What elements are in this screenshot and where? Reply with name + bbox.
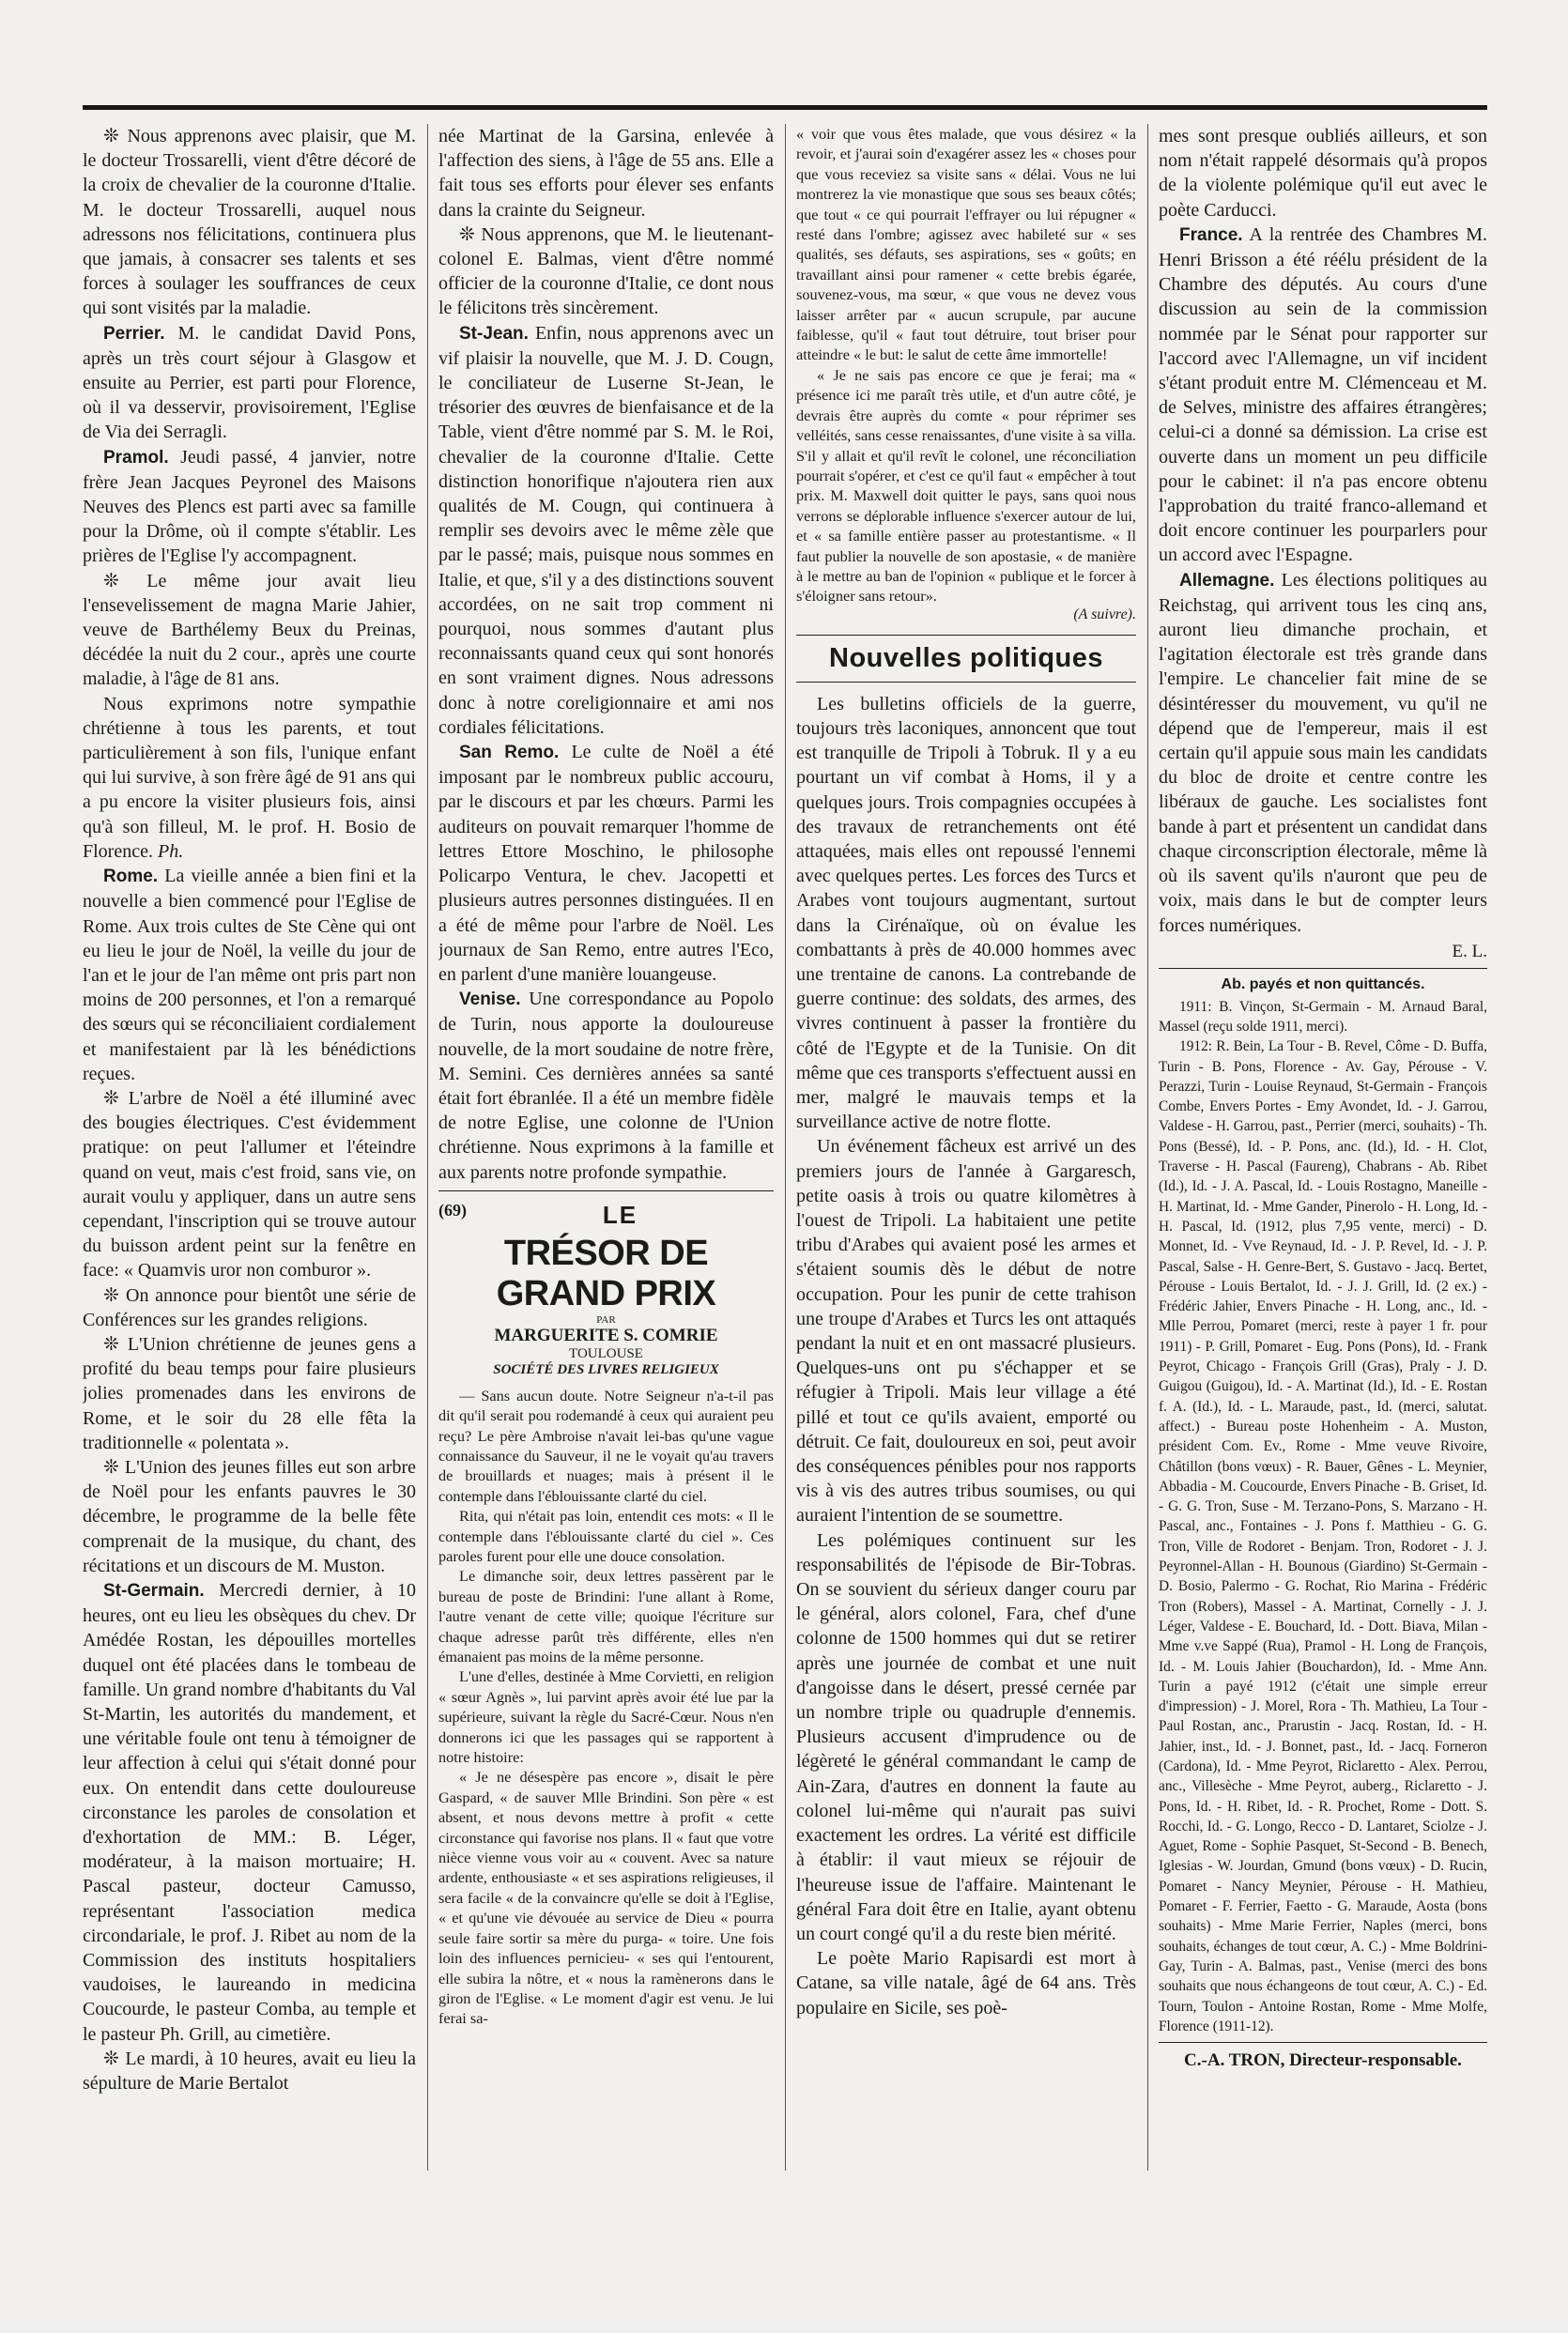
feuilleton-header — [438, 1201, 774, 1378]
news-paragraph: ❊ Le même jour avait lieu l'ensevelissement de magna Marie Jahier, veuve de Barthélemy Beux du Preinas, décédée la nuit du 2 cour., après une courte maladie, à l'âge de 81 ans. — [83, 570, 416, 690]
top-rule — [83, 105, 1487, 110]
feuilleton-city: TOULOUSE — [569, 1345, 643, 1361]
news-paragraph: ❊ L'Union chrétienne de jeunes gens a profité du beau temps pour faire plusieurs jolies promenades dans les environs de Rome, et le soir du 28 elle fêta la traditionnelle « polentata ». — [83, 1333, 416, 1453]
news-allemagne: Allemagne. Les élections politiques au Reichstag, qui arrivent tous les cinq ans, auront lieu dimanche prochain, et l'agitation électorale est très grande dans l'empire. Le chancelier fait mine de se désintéresser du mouvement, vu qu'il ne dépend que de l'empereur, mais il est certain qu'il appuie sous main les candidats du bloc de droite et centre contre les libéraux de gauche. Les socialistes font bande à part et présentent un candidat dans chaque circonscription électorale, même là où ils savent qu'ils n'auront que peu de voix, mais dans le but de compter leurs forces numériques. — [1159, 569, 1487, 936]
to-be-continued: (A suivre). — [1073, 606, 1136, 622]
feuilleton-paragraph: « Je ne sais pas encore ce que je ferai; ma « présence ici me paraît très utile, et d'un autre côté, je devrais être auprès du comte « pour réprimer ses velléités, sans cesse renaissantes, d'une visite à sa villa. S'il y allait et qu'il revît le colonel, une réconciliation pourrait s'opérer, et c'est ce qu'il faut « empêcher à tout prix. M. Maxwell doit quitter le pays, sans quoi nous verrons se déplorable influence s'exercer autour de lui, et « sa famille entière passer au protestantisme. « Il faut publier la nouvelle de son apostasie, « de manière à le mettre au ban de l'opinion « publique et le forcer à s'éloigner sans retour». — [796, 365, 1136, 606]
feuilleton-paragraph: Rita, qui n'était pas loin, entendit ces mots: « Il le contemple dans l'éblouissante clarté du ciel ». Ces paroles furent pour elle une douce consolation. — [438, 1507, 774, 1565]
news-paragraph: née Martinat de la Garsina, enlevée à l'affection des siens, à l'âge de 55 ans. Elle a fait tous ses efforts pour élever ses enfants dans la crainte du Seigneur. — [438, 126, 774, 221]
news-france: France. A la rentrée des Chambres M. Henri Brisson a été réélu président de la Chambre des députés. Au cours d'une discussion au sein de la commission nommée par le Sénat pour rapporter sur l'accord avec l'Allemagne, un vif incident s'étant produit entre M. Clémenceau et M. de Selves, ministre des affaires étrangères; celui-ci a donné sa démission. La crise est ouverte dans un moment un peu difficile pour le cabinet: il n'a pas encore obtenu l'approbation du traité franco-allemand et doit encore continuer les pourparlers pour un accord avec l'Espagne. — [1159, 223, 1487, 566]
section-heading: Nouvelles politiques — [829, 642, 1103, 673]
news-paragraph: ❊ On annonce pour bientôt une série de Conférences sur les grandes religions. — [83, 1284, 416, 1330]
director-responsible: C.-A. TRON, Directeur-responsable. — [1184, 2050, 1462, 2071]
news-paragraph: ❊ Nous apprenons avec plaisir, que M. le docteur Trossarelli, vient d'être décoré de la croix de chevalier de la couronne d'Italie. M. le docteur Trossarelli, auquel nous adressons nos félicitations, continuera plus que jamais, à consacrer ses talents et ses forces à soulager les souffrances de ceux qui sont visités par la maladie. — [83, 126, 416, 319]
subscriptions-heading: Ab. payés et non quittancés. — [1221, 975, 1425, 992]
column-divider — [1147, 124, 1148, 2171]
news-paragraph: ❊ Nous apprenons, que M. le lieutenant-colonel E. Balmas, vient d'être nommé officier de la couronne d'Italie, ce dont nous le félicitons très sincèrement. — [438, 223, 774, 319]
section-divider — [438, 1190, 774, 1191]
news-paragraph: ❊ Le mardi, à 10 heures, avait eu lieu la sépulture de Marie Bertalot — [83, 2048, 416, 2095]
subscriptions-list: 1912: R. Bein, La Tour - B. Revel, Côme - D. Buffa, Turin - B. Pons, Florence - Av. Gay, Pérouse - V. Perazzi, Turin - Louise Reynaud, St-Germain - François Combe, Envers Portes - Emy Avondet, Id. - J. Garrou, Valdese - H. Garrou, past., Perrier (merci, souhaits) - Th. Pons (Bessé), Id. - P. Pons, anc. (Id.), Id. - H. Clot, Traverse - H. Pascal (Faureng), Chabrans - Ab. Ribet (Id.), Id. - J. A. Pascal, Id. - Louis Rostagno, Maneille - H. Martinat, Id. - Mme Gander, Pinerolo - H. Long, Id. - H. Pascal, Id. (1912, plus 7,95 vente, merci) - D. Monnet, Id. - Vve Reynaud, Id. - J. P. Revel, Id. - J. P. Pascal, Salse - H. Genre-Bert, S. Gustavo - Jacq. Bertet, Pérouse - Louis Bertalot, Id. - J. J. Grill, Id. (2 ex.) - Frédéric Jahier, Envers Pinache - H. Long, anc., Id. - Mlle Perrou, Pomaret (merci, reste à payer 1 fr. pour 1911) - P. Grill, Pomaret - Eug. Pons (Pons), Id. - Frank Peyrot, Chicago - François Grill (Gras), Praly - J. D. Guigou (Guigou), Id. - A. Martinat (Id.), Id. - E. Rostan f. A. (Id.), Id. - L. Maraude, past., Id. (merci, salutat. affect.) - Bureau poste Hohenheim - A. Muston, président Com. Ev., Rome - Mme veuve Rivoire, Châtillon (bons vœux) - R. Bauer, Gênes - L. Meynier, Abbadia - M. Coucourde, Envers Pinache - B. Griset, Id. - G. G. Tron, Suse - M. Terzano-Pons, S. Marzano - H. Pascal, anc., Fontaines - J. Pons f. Matthieu - G. G. Tron, Ville de Rodoret - Benjam. Tron, Rodoret - J. J. Peyronnel-Allan - H. Bounous (Giardino) St-Germain - D. Bosio, Palermo - G. Rochat, Rio Marina - Frédéric Tron (Robers), Massel - A. Martinat, Cornelly - J. J. Léger, Valdese - E. Bouchard, Id. - Dott. Biava, Milan - Mme v.ve Sappé (Rua), Pramol - H. Long de François, Id. - M. Louis Jahier (Bouchardon), Id. - Mme Ann. Turin a payé 1912 (c'était une simple erreur d'impression) - J. Morel, Rora - Th. Mathieu, La Tour - Paul Rostan, anc., Prarustin - Jacq. Rostan, Id. - H. Jahier, inst., Id. - J. Bonnet, past., Id. - Jacq. Forneron (Cardona), Id. - Mme Peyrot, Riclaretto - Alex. Perrou, anc., Villesèche - Mme Peyrot, auberg., Riclaretto - J. Pons, Id. - H. Ribet, Id. - R. Prochet, Rome - Dott. S. Rocchi, Id. - G. Longo, Recco - D. Lantaret, Sciolze - J. Aguet, Rome - Sophie Pasquet, St-Second - B. Benech, Iglesias - W. Jourdan, Gmund (bons vœux) - D. Rucin, Pomaret - Nancy Meynier, Pérouse - H. Mathieu, Pomaret - F. Ferrier, Faetto - G. Maraude, Aosta (bons souhaits) - Mme Marie Ferrier, Naples (merci, bons souhaits, échanges de tout cœur, A. C.) - Mme Boldrini-Gay, Turin - A. Balmas, past., Venise (merci des bons souhaits que nous échangeons de tout cœur, A. C.) - Ed. Tourn, Toulon - Antoine Rostan, Rome - Mme Molfe, Florence (1911-12). — [1159, 1038, 1487, 2034]
column-2 — [438, 124, 774, 2029]
news-st-jean: St-Jean. Enfin, nous apprenons avec un vif plaisir la nouvelle, que M. J. D. Cougn, le conciliateur de Luserne St-Jean, le trésorier des œuvres de bienfaisance et de la Table, vient d'être nommé par S. M. le Roi, chevalier de la couronne d'Italie. Cette distinction honorifique n'ajoutera rien aux qualités de M. Cougn, qui continuera à remplir ses devoirs avec le même zèle que par le passé; mais, puisque nous sommes en Italie, et que, s'il y a des distinctions souvent accordées, on ne sait trop comment ni pourquoi, nous sommes d'autant plus reconnaissants quand ceux qui sont honorés en sont vraiment dignes. Nous adressons donc à notre coreligionnaire et ami nos cordiales félicitations. — [438, 322, 774, 738]
column-divider — [427, 124, 428, 2171]
section-divider — [1159, 968, 1487, 969]
feuilleton-par: PAR — [596, 1313, 616, 1326]
news-venise: Venise. Une correspondance au Popolo de Turin, nous apporte la douloureuse nouvelle, de la mort soudaine de notre frère, M. Semini. Ces dernières années sa santé était fort ébranlée. Il a été un membre fidèle de notre Eglise, une colonne de l'Union chrétienne. Nous exprimons à la famille et aux parents notre profonde sympathie. — [438, 989, 774, 1183]
news-perrier: Perrier. M. le candidat David Pons, après un très court séjour à Glasgow et ensuite au Perrier, est parti pour Florence, où il va desservir, provisoirement, l'Eglise de Via dei Serragli. — [83, 322, 416, 443]
newspaper-page — [83, 105, 1487, 2199]
news-paragraph: ❊ L'Union des jeunes filles eut son arbre de Noël pour les enfants pauvres le 30 décembre, le programme de la belle fête comprenait de la musique, du chant, des récitations et un discours de M. Muston. — [83, 1456, 416, 1576]
feuilleton-number: (69) — [438, 1200, 467, 1220]
feuilleton-paragraph: — Sans aucun doute. Notre Seigneur n'a-t-il pas dit qu'il serait pou rodemandé à ceux qui auraient peu reçu? Le père Ambroise n'avait lei-bas qu'une vague connaissance du Sauveur, il ne le voyait qu'au travers de brouillards et nuages; mais à présent il le contemple dans l'éblouissante clarté du ciel. — [438, 1386, 774, 1505]
news-paragraph: ❊ L'arbre de Noël a été illuminé avec des bougies électriques. C'est évidemment pratique: on peut l'allumer et l'éteindre quand on veut, mais c'est froid, sans vie, on aurait voulu y appliquer, dans un autre sens cependant, l'inscription qui se trouve autour du buisson ardent peint sur la fenêtre en face: « Quamvis uror non comburor ». — [83, 1087, 416, 1282]
subscriptions-list: 1911: B. Vinçon, St-Germain - M. Arnaud Baral, Massel (reçu solde 1911, merci). — [1159, 998, 1487, 1035]
feuilleton-paragraph: « voir que vous êtes malade, que vous désirez « la revoir, et j'aurai soin d'exagérer assez les « choses pour que vous receviez sa visite sans « délai. Vous ne lui montrerez la vie monastique que sous ses beaux côtés; que tout « ce qui pourrait l'effrayer ou lui répugner « resté dans l'ombre; agissez avec habileté sur « ses qualités, ses défauts, ses aspirations, ses « goûts; en travaillant ainsi pour ramener « cette brebis égarée, souvenez-vous, ma sœur, « que vous ne devez vous laisser arrêter par « aucun scrupule, par aucune faiblesse, qu'il « faut tout détruire, tout briser pour atteindre « le but: le salut de cette âme immortelle! — [796, 125, 1136, 364]
news-paragraph: Un événement fâcheux est arrivé un des premiers jours de l'année à Gargaresch, petite oasis à trois ou quatre kilomètres à l'ouest de Tripoli. La habitaient une petite tribu d'Arabes qui avaient posé les armes et s'étaient soumis dès le début de notre occupation. Pour les punir de cette trahison une troupe d'Arabes et Turcs les ont attaqués pendant la nuit et en ont massacré plusieurs. Quelques-uns ont pu s'échapper et se réfugier à Tripoli. Mais leur village a été pillé et tout ce qu'ils avaient, emporté ou détruit. Ce fait, douloureux en soi, peut avoir des conséquences pénibles pour nos rapports vis à vis des autres tribus soumises, ou qui auraient l'intention de se soumettre. — [796, 1136, 1136, 1527]
feuilleton-title: TRÉSOR DE GRAND PRIX — [496, 1233, 716, 1313]
column-divider — [785, 124, 786, 2171]
news-st-germain: St-Germain. Mercredi dernier, à 10 heures, ont eu lieu les obsèques du chev. Dr Amédée Rostan, les dépouilles mortelles duquel ont été placées dans le tombeau de famille. Un grand nombre d'habitants du Val St-Martin, les autorités du mandement, et une véritable foule ont tenu à témoigner de leur affection à celui qui s'était donné pour eux. On entendit dans cette douloureuse circonstance les paroles de consolation et d'exhortation de MM.: B. Léger, modérateur, à la maison mortuaire; H. Pascal pasteur, docteur Camusso, représentant l'association medica circondariale, le prof. J. Ribet au nom de la Commission des instituts hospitaliers vaudoises, le laureando in medicina Coucourde, le pasteur Comba, au temple et le pasteur Ph. Grill, au cimetière. — [83, 1579, 416, 2045]
column-3 — [796, 124, 1136, 2020]
signature: E. L. — [1452, 941, 1487, 961]
news-paragraph: Les bulletins officiels de la guerre, toujours très laconiques, annoncent que tout est tranquille de Tripoli à Tobruk. Il y a eu pourtant un vif combat à Homs, il y a quelques jours. Trois compagnies occupées à des travaux de retranchements ont été attaquées, mais elles ont repoussé l'ennemi avec quelques pertes. Les forces des Turcs et Arabes vont toujours augmentant, surtout dans la Cirénaïque, où on évalue les combattants à près de 40.000 hommes avec une trentaine de canons. La contrebande de guerre continue: des soldats, des armes, des vivres continuent à passer la frontière du côté de l'Egypte et de la Tunisie. On dit même que ces transports s'effectuent aussi en mer, malgré le mauvais temps et la surveillance active de notre flotte. — [796, 693, 1136, 1133]
news-rome: Rome. La vieille année a bien fini et la nouvelle a bien commencé pour l'Eglise de Rome. Aux trois cultes de Ste Cène qui ont eu lieu le jour de Noël, la veille du jour de l'an et le jour de l'an même ont pris part non moins de 200 personnes, et l'on a remarqué des sœurs qui se réconciliaient cordialement et manifestaient par là les bénédictions reçues. — [83, 866, 416, 1084]
news-san-remo: San Remo. Le culte de Noël a été imposant par le nombreux public accouru, par le discours et par les chœurs. Parmi les auditeurs on pouvait remarquer l'homme de lettres Ettore Moschino, le philosophe Policarpo Ventura, le chev. Jacopetti et plusieurs autres personnes distinguées. Il en a été de même pour l'arbre de Noël. Les journaux de San Remo, entre autres l'Eco, en parlent d'une manière louangeuse. — [438, 742, 774, 985]
feuilleton-paragraph: « Je ne désespère pas encore », disait le père Gaspard, « de sauver Mlle Brindini. Son père « est absent, et nous devons mettre à profit « cette circonstance qui favorise nos plans. Il « faut que votre nièce vienne vous voir au « couvent. Avec sa nature ardente, enthousiaste « et ses aspirations religieuses, il sera facile « de la convaincre qu'elle se doit à l'Eglise, « et qu'une vie dévouée au service de Dieu « pourra seule faire sortir sa mère du purga- « toire. Une fois loin des influences pernicieu- « ses qui l'entourent, elle subira la nôtre, et « nous la ramènerons dans le giron de l'Eglise. « Le moment d'agir est venu. Je lui ferai sa- — [438, 1768, 774, 2028]
news-paragraph: mes sont presque oubliés ailleurs, et son nom n'était rappelé désormais qu'à propos de la violente polémique qu'il eut avec le poète Carducci. — [1159, 126, 1487, 221]
column-4 — [1159, 124, 1487, 2071]
section-heading-box — [796, 635, 1136, 683]
feuilleton-paragraph: L'une d'elles, destinée à Mme Corvietti, en religion « sœur Agnès », lui parvint après avoir été lue par la supérieure, suivant la règle du Sacré-Cœur. Nous n'en donnerons ici que les passages qui se rapportent à notre histoire: — [438, 1667, 774, 1767]
section-divider — [1159, 2042, 1487, 2043]
news-paragraph: Nous exprimons notre sympathie chrétienne à tous les parents, et tout particulièrement à son fils, l'unique enfant qui lui survive, à son frère âgé de 91 ans qui a pu encore la visiter plusieurs fois, ainsi qu'à son filleul, M. le prof. H. Bosio de Florence. Ph. — [83, 693, 416, 862]
news-paragraph: Les polémiques continuent sur les responsabilités de l'épisode de Bir-Tobras. On se souvient du sérieux danger couru par le général, alors colonel, Fara, chef d'une colonne de 1500 hommes qui dut se retirer après une journée de combat et une nuit d'angoisse dans le désert, pressé cernée par un nombre triple ou quadruple d'ennemis. Plusieurs accusent d'imprudence ou de légèreté le général commandant le camp de Ain-Zara, d'autres en donnent la faute au colonel lui-même qui n'aurait pas suivi exactement les ordres. La vérité est difficile à établir: il vaut mieux se réjouir de l'heureuse issue de l'affaire. Maintenant le général Fara doit être en Italie, ayant obtenu un court congé qu'il a du reste bien mérité. — [796, 1529, 1136, 1944]
news-paragraph: Le poète Mario Rapisardi est mort à Catane, sa ville natale, âgé de 64 ans. Très populaire en Sicile, ses poè- — [796, 1948, 1136, 2018]
column-1 — [83, 124, 416, 2095]
feuilleton-society: SOCIÉTÉ DES LIVRES RELIGIEUX — [493, 1361, 719, 1377]
feuilleton-paragraph: Le dimanche soir, deux lettres passèrent par le bureau de poste de Brindini: l'une allant à Rome, l'autre venant de cette ville; quoique l'écriture sur chaque adresse parût très différente, elles n'en émanaient pas moins de la même personne. — [438, 1567, 774, 1666]
feuilleton-author: MARGUERITE S. COMRIE — [494, 1325, 718, 1345]
feuilleton-le: LE — [602, 1200, 638, 1229]
news-pramol: Pramol. Jeudi passé, 4 janvier, notre frère Jean Jacques Peyronel des Maisons Neuves des Plencs est parti avec sa famille pour la Drôme, où il compte s'établir. Les prières de l'Eglise l'y accompagnent. — [83, 446, 416, 567]
